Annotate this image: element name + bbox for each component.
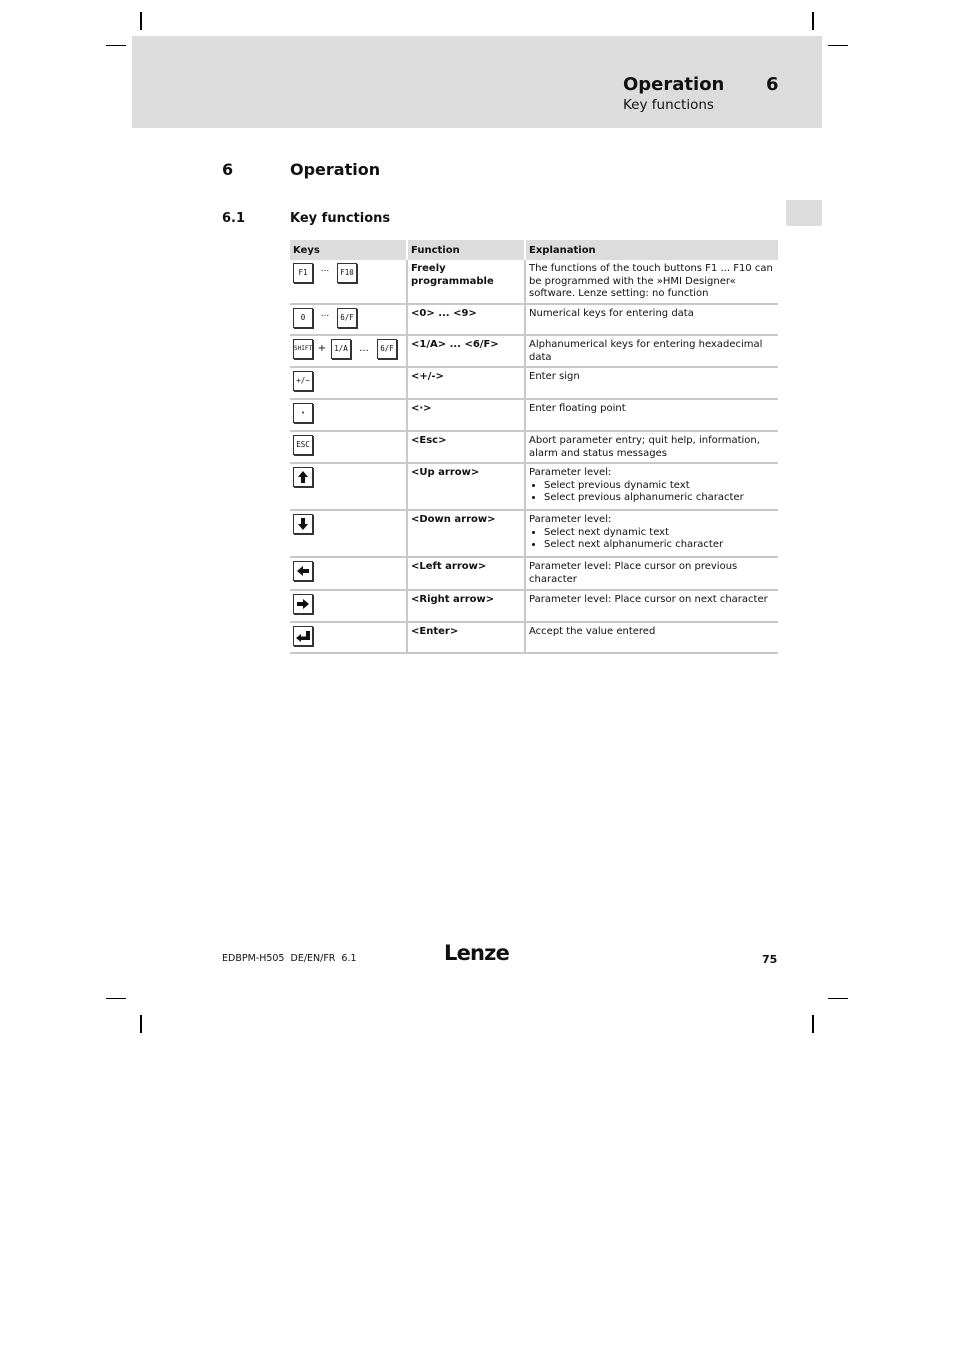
crop-mark: [140, 12, 142, 30]
bullet-list: [529, 480, 775, 505]
crop-mark: [812, 1015, 814, 1033]
explanation-cell: Enter sign: [526, 368, 778, 400]
ellipsis: ...: [320, 309, 330, 319]
keys-cell: [290, 400, 408, 432]
crop-mark: [828, 998, 848, 999]
explanation-cell: The functions of the touch buttons F1 ... F10 can be programmed with the »HMI Designer« software. Lenze setting: no function: [526, 260, 778, 305]
decimal-point-key: ·: [293, 403, 313, 423]
one-a-key: 1/A: [331, 339, 351, 359]
list-item: • Select next alphanumeric character: [544, 539, 775, 552]
explanation-cell: Numerical keys for entering data: [526, 305, 778, 336]
crop-mark: [106, 45, 126, 46]
plus-minus-key: +/−: [293, 371, 313, 391]
header-chapter-number: 6: [766, 74, 779, 95]
table-row: [290, 432, 778, 464]
function-cell: <·>: [408, 400, 526, 432]
function-cell: <Enter>: [408, 623, 526, 654]
thumb-tab: [786, 200, 822, 226]
list-item: • Select next dynamic text: [544, 527, 775, 540]
keys-cell: [290, 432, 408, 464]
down-arrow-icon: [293, 514, 313, 534]
explanation-text: Parameter level:: [529, 467, 612, 478]
table-row: [290, 368, 778, 400]
header-subtitle: Key functions: [623, 97, 714, 113]
table-row: [290, 511, 778, 558]
footer-doc-ref: EDBPM-H505 DE/EN/FR 6.1: [222, 953, 357, 964]
keys-cell: [290, 260, 408, 305]
enter-arrow-icon: [293, 626, 313, 646]
key-functions-table: [290, 240, 778, 654]
keys-cell: [290, 305, 408, 336]
function-cell: <Up arrow>: [408, 464, 526, 511]
shift-key: SHIFT: [293, 339, 313, 359]
column-header-function: Function: [408, 240, 526, 260]
explanation-cell: Enter floating point: [526, 400, 778, 432]
esc-key: ESC: [293, 435, 313, 455]
plus-sign: +: [317, 342, 327, 354]
table-row: [290, 400, 778, 432]
f10-key: F10: [337, 263, 357, 283]
explanation-cell: Parameter level: Place cursor on next character: [526, 591, 778, 623]
f1-key: F1: [293, 263, 313, 283]
column-header-explanation: Explanation: [526, 240, 778, 260]
explanation-text: Parameter level:: [529, 514, 612, 525]
table-row: [290, 558, 778, 591]
explanation-cell: [526, 511, 778, 558]
explanation-cell: Accept the value entered: [526, 623, 778, 654]
table-row: [290, 260, 778, 305]
explanation-cell: Parameter level: Place cursor on previous character: [526, 558, 778, 591]
keys-cell: [290, 558, 408, 591]
crop-mark: [140, 1015, 142, 1033]
six-f-key: 6/F: [377, 339, 397, 359]
function-cell: <+/->: [408, 368, 526, 400]
ellipsis: ...: [320, 264, 330, 274]
keys-cell: [290, 336, 408, 368]
ellipsis: ...: [359, 342, 369, 354]
heading2-title: Key functions: [290, 211, 391, 226]
table-row: [290, 336, 778, 368]
heading1-number: 6: [222, 160, 234, 179]
crop-mark: [828, 45, 848, 46]
zero-key: 0: [293, 308, 313, 328]
page-number: 75: [762, 953, 778, 966]
six-f-key: 6/F: [337, 308, 357, 328]
function-cell: <1/A> ... <6/F>: [408, 336, 526, 368]
keys-cell: [290, 464, 408, 511]
heading2-number: 6.1: [222, 211, 246, 226]
table-row: [290, 305, 778, 336]
heading1-title: Operation: [290, 160, 381, 179]
function-cell: <Down arrow>: [408, 511, 526, 558]
explanation-cell: Alphanumerical keys for entering hexadecimal data: [526, 336, 778, 368]
function-cell: <Esc>: [408, 432, 526, 464]
table-row: [290, 623, 778, 654]
function-cell: <0> ... <9>: [408, 305, 526, 336]
table-header-row: [290, 240, 778, 260]
function-cell: <Right arrow>: [408, 591, 526, 623]
function-cell: <Left arrow>: [408, 558, 526, 591]
keys-cell: [290, 591, 408, 623]
function-cell: Freely programmable: [408, 260, 526, 305]
up-arrow-icon: [293, 467, 313, 487]
list-item: • Select previous alphanumeric character: [544, 492, 775, 505]
explanation-cell: [526, 464, 778, 511]
table-row: [290, 464, 778, 511]
list-item: • Select previous dynamic text: [544, 480, 775, 493]
right-arrow-icon: [293, 594, 313, 614]
keys-cell: [290, 623, 408, 654]
table-row: [290, 591, 778, 623]
header-title: Operation: [623, 74, 725, 95]
keys-cell: [290, 368, 408, 400]
left-arrow-icon: [293, 561, 313, 581]
explanation-cell: Abort parameter entry; quit help, information, alarm and status messages: [526, 432, 778, 464]
keys-cell: [290, 511, 408, 558]
column-header-keys: Keys: [290, 240, 408, 260]
crop-mark: [106, 998, 126, 999]
crop-mark: [812, 12, 814, 30]
lenze-logo: Lenze: [444, 941, 510, 965]
bullet-list: [529, 527, 775, 552]
